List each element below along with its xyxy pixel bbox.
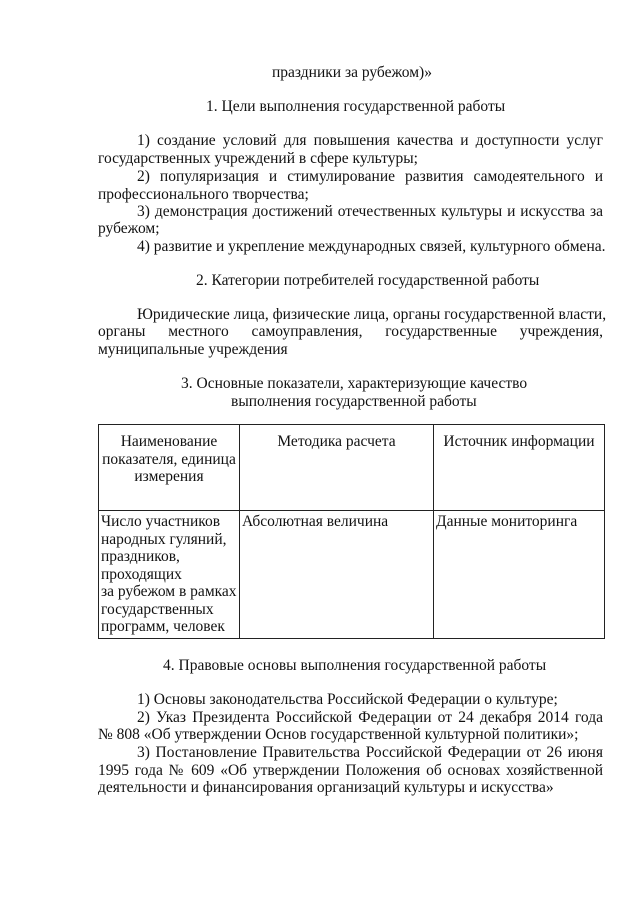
table-header-row [99, 425, 605, 511]
section4-line: 2) Указ Президента Российской Федерации от 24 декабря 2014 года [137, 709, 603, 726]
table-row [99, 511, 605, 639]
header-indicator-name: Наименование показателя, единица измерения [102, 433, 236, 485]
table-cell [240, 511, 434, 639]
section2-line: Юридические лица, физические лица, органы государственной власти, [137, 306, 607, 323]
section1-line: рубежом; [98, 220, 160, 237]
section2-line: муниципальные учреждения [98, 341, 288, 358]
section2-heading: 2. Категории потребителей государственной работы [196, 272, 540, 289]
section3-heading-line2: выполнения государственной работы [231, 393, 477, 410]
section4-heading: 4. Правовые основы выполнения государственной работы [163, 657, 547, 674]
header-calculation-method: Методика расчета [277, 433, 396, 450]
table-cell [434, 511, 605, 639]
section1-line: 1) создание условий для повышения качества и доступности услуг [137, 132, 603, 149]
section2-line: органы местного самоуправления, государственные учреждения, [98, 323, 603, 340]
table-header-cell [240, 425, 434, 511]
indicators-table [98, 424, 605, 639]
row-indicator-name: Число участников народных гуляний, праздников, проходящих за рубежом в рамках государственных программ, человек [101, 513, 237, 635]
header-information-source: Источник информации [443, 433, 595, 450]
section1-line: 2) популяризация и стимулирование развития самодеятельного и [137, 168, 603, 185]
section4-line: 1) Основы законодательства Российской Федерации о культуре; [137, 691, 558, 708]
section4-line: 3) Постановление Правительства Российской Федерации от 26 июня [137, 744, 603, 761]
table-header-cell [99, 425, 240, 511]
table-cell [99, 511, 240, 639]
section4-line: 1995 года № 609 «Об утверждении Положения об основах хозяйственной [98, 762, 603, 779]
section4-line: № 808 «Об утверждении Основ государственной культурной политики»; [98, 726, 579, 743]
section1-heading: 1. Цели выполнения государственной работы [206, 98, 506, 115]
section1-line: 3) демонстрация достижений отечественных культуры и искусства за [137, 203, 603, 220]
intro-tail-text: праздники за рубежом)» [272, 64, 432, 81]
row-information-source: Данные мониторинга [436, 513, 578, 530]
section1-line: государственных учреждений в сфере культуры; [98, 150, 418, 167]
section1-line: профессионального творчества; [98, 186, 309, 203]
row-calculation-method: Абсолютная величина [242, 513, 389, 530]
table-header-cell [434, 425, 605, 511]
section1-line: 4) развитие и укрепление международных связей, культурного обмена. [137, 238, 606, 255]
section3-heading-line1: 3. Основные показатели, характеризующие качество [181, 375, 528, 392]
section4-line: деятельности и финансирования организаций культуры и искусства» [98, 779, 554, 796]
